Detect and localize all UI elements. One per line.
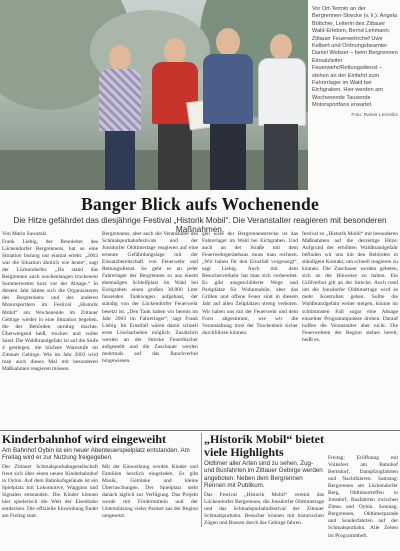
main-subhead: Die Hitze gefährdet das diesjährige Festival „Historik Mobil“. Die Veranstalter reagieren mit besonderen Maßnahmen. bbox=[13, 216, 387, 234]
article-kinderbahnhof bbox=[2, 433, 198, 529]
article-deck: Am Bahnhof Oybin ist ein neuer Abenteuerspielplatz entstanden. Am Freitag wird er zur Nutzung freigegeben. bbox=[2, 447, 190, 462]
column-text: gen wäre der Bergrennenstrecke ist das Fahrerlager im Wald bei Eichgraben. Und auch an der Straße mit dem Feuerwehrgerätehaus muss man rechnen. „Wir haben für den Ernstfall vorgesorgt“, sagt Liebig. Auch mit dem Besucherverkehr hat man sich vorbereitet. Es gibt ausgeschilderte Wege und Parkplätze für Wohnmobile, aber das Grillen und offene Feuer sind in diesem Jahr auf allen Zeltplätzen streng verboten. Wir haben uns mit der Feuerwehr und dem Forst abgestimmt, wie wir die Veranstaltung trotz der Trockenheit sicher durchführen können. bbox=[202, 231, 298, 336]
photo-credit: Foto: Rainer Lenzelitz bbox=[351, 112, 398, 118]
article-column bbox=[2, 231, 98, 429]
main-headline: Banger Blick aufs Wochenende bbox=[81, 194, 319, 214]
section-divider bbox=[0, 430, 400, 431]
column-text: Bergrennens, aber auch die Veranstalter des Schmalspurbahnfestivals und der Jonsdorfer Oldtimertage reagieren auf eine erneute Gefährdungslage mit der Einsatzbereitschaft von Feuerwehr und Rettungsdienst. So geht es an jeder Fahrerlager der Bergrennen so aus einem ehemaligen Schleifplatz im Wald bei Eichgraben einen großen 30.000 Liter fassenden Tankwagen aufgebaut, der ständig von der Lückendorfer Feuerwehr besetzt ist. „Den Tank haben wir bereits im Jahr 2003 im Fahrerlager“, sagt Frank Liebig. Im Ernstfall wären damit schnell erste Löscharbeiten möglich. Zusätzlich werden an der Strecke Feuerlöscher aufgestellt und die Zuschauer werden mehrmals auf das Rauchverbot hingewiesen. bbox=[102, 231, 198, 364]
article-deck: Oldtimer aller Arten sind zu sehen, Zug- und Busfahrten im Zittauer Gebirge werden angeboten: Neben dem Bergrennen Rennen mit Publikum. bbox=[204, 460, 323, 490]
article-text bbox=[204, 492, 324, 527]
person-4 bbox=[255, 34, 307, 190]
article-title: Kinderbahnhof wird eingeweiht bbox=[2, 433, 167, 446]
article-column bbox=[302, 231, 398, 429]
article-column bbox=[102, 231, 198, 429]
article-body bbox=[2, 231, 398, 429]
article-text bbox=[2, 464, 198, 520]
column-text: festival zu „Historik Mobil“ mit besonderen Maßnahmen auf die derzeitige Hitze. Aufgrund der erhöhten Waldbrandgefahr befinden wir uns mit den Behörden in ständigem Kontakt, um schnell reagieren zu können. Die Zuschauer werden gebeten, sich an die Hinweise zu halten. Ein Grillverbot gilt an der Strecke. Auch rund um die Jonsdorfer Oldtimertage wird es mehr Kontrollen geben. Sollte die Waldbrandgefahr weiter steigen, könnte im schlimmsten Fall sogar eine Absage einzelner Programmpunkte drohen. Darauf hoffen die Veranstalter aber nicht. Die Feuerwehren der Region stehen bereit, heißt es. bbox=[302, 231, 398, 343]
article-column: Der Zittauer Schmalspurbahngesellschaft freut sich über einen neuen Kinderbahnhof in Oybin. Auf dem Bahnhofsgelände ist ein Spielplatz mit Lokomotive, Waggons und Signalen entstanden. Die Kinder können hier spielerisch die Welt der Eisenbahn entdecken. Die offizielle Einweihung findet am Freitag statt. bbox=[2, 463, 98, 520]
person-3 bbox=[200, 28, 256, 190]
article-program bbox=[328, 455, 398, 551]
article-photo bbox=[0, 0, 308, 190]
article-historik-mobil bbox=[204, 433, 324, 529]
article-text bbox=[328, 455, 398, 540]
article-column: Freitag: Eröffnung mit Volksfest am Bahnhof Bertsdorf, Dampfzugfahrten und Nachtfahrten. Samstag: Bergrennen am Lückendorfer Berg, Oldtimertreffen in Jonsdorf, Busfahrten zwischen Zittau und Oybin. Sonntag: Bergrennen, Oldtimerparade und Sonderfahrten auf der Schmalspurbahn. Alle Zeiten im Programmheft. bbox=[328, 455, 398, 539]
article-column bbox=[202, 231, 298, 429]
article-column: Mit der Einweihung werden Kinder und Familien herzlich eingeladen. Es gibt Musik, Getränke und kleine Überraschungen. Der Spielplatz steht danach täglich zur Verfügung. Das Projekt wurde mit Fördermitteln und der Unterstützung vieler Partner aus der Region umgesetzt. bbox=[102, 463, 198, 520]
photo-caption bbox=[312, 6, 398, 119]
article-title: „Historik Mobil“ bietet viele Highlights bbox=[204, 433, 324, 459]
article-column: Das Festival „Historik Mobil“ vereint das Lückendorfer Bergrennen, die Jonsdorfer Oldtimertage und das Schmalspurbahnfestival der Zittauer Schmalspurbahn. Besucher können mit historischen Zügen und Bussen durch das Gebirge fahren. bbox=[204, 491, 324, 526]
column-rule bbox=[201, 433, 202, 527]
caption-text: Vor Ort-Termin an der Bergrennen-Strecke (v. li.): Angela Böttcher, Leiterin des Zittauer Wald-Erleben, Bernd Lehmann, Zittauer Feuerwehrchef Uwe Kelbert und Ordnungsbeamter Daniel Webser – beim Bergrennen Einsatzleiter Feuerwehr/Rettungsdienst – stehen an der Einfahrt zum Fahrerlager im Wald bei Eichgraben. Hier werden am Wochenende Tausende Motorsportfans erwartet. bbox=[312, 6, 398, 109]
person-1 bbox=[95, 45, 145, 190]
byline: Von Mario Sawatzki bbox=[2, 231, 47, 237]
column-text: Frank Liebig, der Rennleiter des Lückendorfer Bergrennens, hat so eine Situation bislang nur einmal erlebt. „2003 war die Situation ähnlich wie heute“, sagt der Lückendorfer. „Da stand das Bergrennen auch wochenlangen trockenem Sommerwetter kurz vor der Absage.“ In diesem Jahr hätten sich die Organisatoren des Bergrennens und des anderen Motorsportlern im Festival „Historik Mobil“ am Wochenende im Zittauer Gebirge wieder in eine Situation begeben, die der Behörden unruhig machte. Überwiegend heiß, trocken und voller Sand. Die Waldbrandgefahr ist auf die Stufe 4 gestiegen, die höchste Warnstufe im Zittauer Gebirge. Wie im Jahr 2003 wird man auch dieses Mal mit besonderen Maßnahmen reagieren müssen. bbox=[2, 239, 98, 372]
